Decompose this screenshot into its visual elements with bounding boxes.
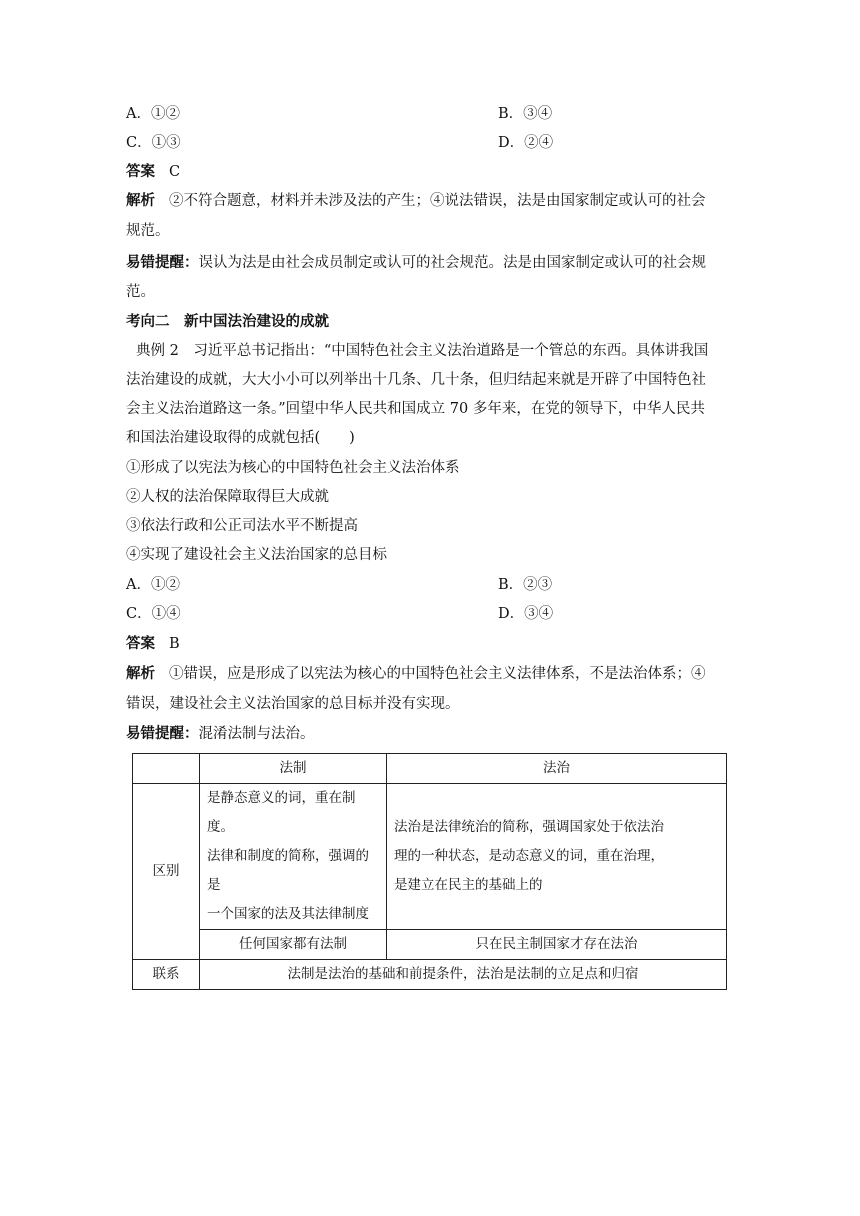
comparison-table <box>132 753 727 990</box>
q2-option-b: B．②③ <box>498 577 553 593</box>
rule-meaning-line-1: 法治是法律统治的简称，强调国家处于依法治 <box>394 819 664 835</box>
q1-tip-line-1 <box>126 253 706 273</box>
table-row-existence <box>133 930 727 960</box>
example-line-3: 会主义法治道路这一条。”回望中华人民共和国成立 70 多年来，在党的领导下，中华人民共 <box>126 401 705 417</box>
q1-tip-text-1: 误认为法是由社会成员制定或认可的社会规范。法是由国家制定或认可的社会规 <box>198 255 706 271</box>
q2-analysis-label: 解析 <box>126 665 155 682</box>
statement-1: ①形成了以宪法为核心的中国特色社会主义法治体系 <box>126 460 460 476</box>
q1-analysis-line-2: 规范。 <box>126 223 170 239</box>
example-line-2: 法治建设的成就，大大小小可以列举出十几条、几十条，但归结起来就是开辟了中国特色社 <box>126 372 706 388</box>
q2-tip-text: 混淆法制与法治。 <box>198 726 315 742</box>
q1-analysis-line-1 <box>126 191 706 211</box>
statement-3: ③依法行政和公正司法水平不断提高 <box>126 518 358 534</box>
q2-option-row-1 <box>126 575 553 595</box>
table-header-row <box>133 754 727 784</box>
q2-answer <box>126 634 180 654</box>
q1-option-c: C．①③ <box>126 135 181 151</box>
rule-meaning-line-3: 是建立在民主的基础上的 <box>394 877 543 893</box>
q1-analysis-text-1: ②不符合题意，材料并未涉及法的产生；④说法错误，法是由国家制定或认可的社会 <box>169 193 706 209</box>
table-cell-system-existence: 任何国家都有法制 <box>200 930 387 960</box>
table-cell-link: 法制是法治的基础和前提条件，法治是法制的立足点和归宿 <box>200 960 727 990</box>
section-heading: 考向二 新中国法治建设的成就 <box>126 313 329 330</box>
table-row-label-difference: 区别 <box>133 784 200 960</box>
q1-answer <box>126 162 180 182</box>
system-meaning-line-2: 法律和制度的简称，强调的是 <box>207 848 369 893</box>
q2-option-a: A．①② <box>126 577 180 593</box>
q2-option-row-2 <box>126 604 554 624</box>
q2-analysis-line-1 <box>126 664 706 684</box>
q1-option-d: D．②④ <box>498 135 554 151</box>
q1-option-b: B．③④ <box>498 106 553 122</box>
table-row-label-link: 联系 <box>133 960 200 990</box>
q2-answer-label: 答案 <box>126 635 155 652</box>
q1-answer-value: C <box>169 164 181 180</box>
table-corner-cell <box>133 754 200 784</box>
table-cell-rule-existence: 只在民主制国家才存在法治 <box>387 930 727 960</box>
statement-4: ④实现了建设社会主义法治国家的总目标 <box>126 547 387 563</box>
q1-answer-label: 答案 <box>126 163 155 180</box>
table-cell-system-meaning <box>200 784 387 930</box>
q1-analysis-label: 解析 <box>126 192 155 209</box>
table-cell-rule-meaning <box>387 784 727 930</box>
q1-tip-line-2: 范。 <box>126 284 155 300</box>
q1-option-row-1 <box>126 104 553 124</box>
q2-analysis-line-2: 错误，建设社会主义法治国家的总目标并没有实现。 <box>126 696 460 712</box>
q2-tip-label: 易错提醒： <box>126 725 199 742</box>
table-row-difference <box>133 784 727 930</box>
q2-analysis-text-1: ①错误，应是形成了以宪法为核心的中国特色社会主义法律体系，不是法治体系；④ <box>169 666 706 682</box>
system-meaning-line-3: 一个国家的法及其法律制度 <box>207 906 369 922</box>
table-row-link <box>133 960 727 990</box>
q2-answer-value: B <box>169 636 180 652</box>
q2-option-c: C．①④ <box>126 606 181 622</box>
q2-tip <box>126 724 315 744</box>
rule-meaning-line-2: 理的一种状态，是动态意义的词，重在治理， <box>394 848 664 864</box>
q1-tip-label: 易错提醒： <box>126 254 199 271</box>
q1-option-row-2 <box>126 133 554 153</box>
table-header-fazhi-system: 法制 <box>200 754 387 784</box>
example-line-4: 和国法治建设取得的成就包括( ) <box>126 430 355 446</box>
system-meaning-line-1: 是静态意义的词，重在制度。 <box>207 790 356 835</box>
q2-option-d: D．③④ <box>498 606 554 622</box>
q1-option-a: A．①② <box>126 106 180 122</box>
statement-2: ②人权的法治保障取得巨大成就 <box>126 489 329 505</box>
example-line-1: 典例 2 习近平总书记指出：“中国特色社会主义法治道路是一个管总的东西。具体讲我国 <box>136 343 709 359</box>
table-header-rule-of-law: 法治 <box>387 754 727 784</box>
